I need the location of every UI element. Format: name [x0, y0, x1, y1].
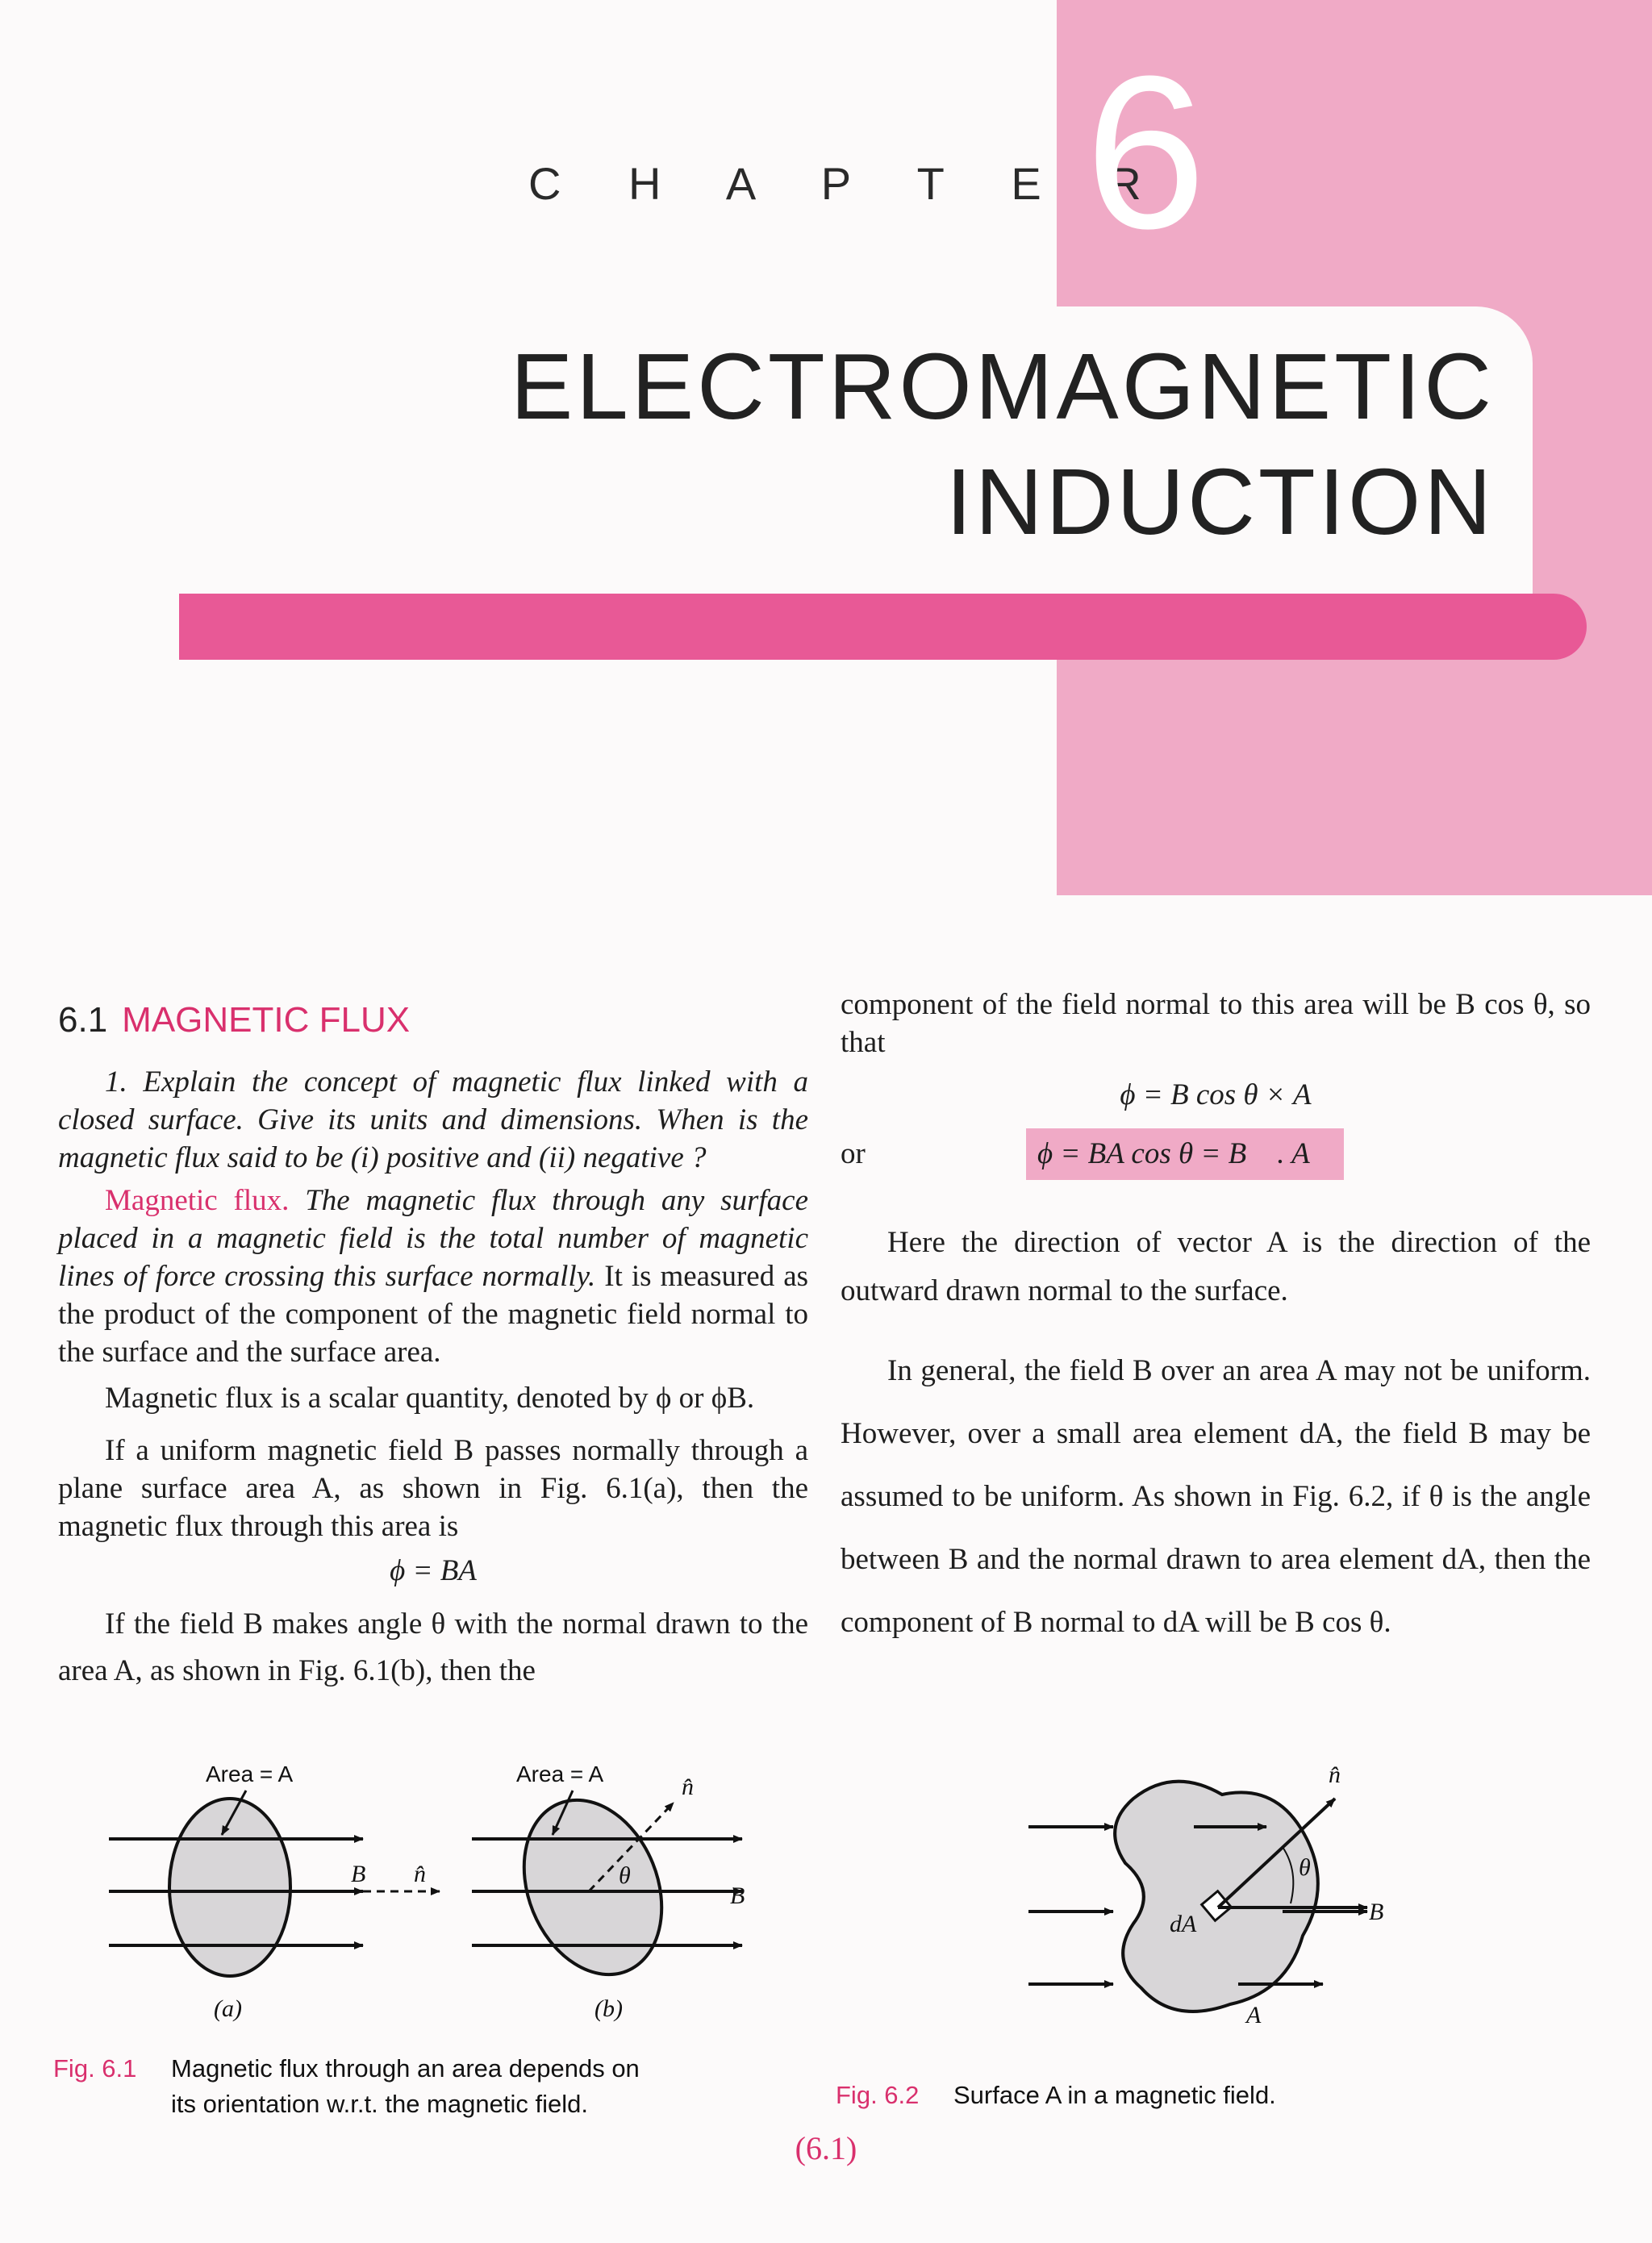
- direction-text: Here the direction of vector A is the direction of the outward drawn normal to the surface.: [841, 1226, 1591, 1307]
- definition-text: The magnetic flux through any surface placed in a magnetic field is the total number of magnetic lines of force crossing this surface normally.: [58, 1184, 809, 1293]
- theta-label-b: θ: [619, 1862, 631, 1889]
- fig-6-2-diagram: [1020, 1750, 1440, 2049]
- label-b: (b): [594, 1995, 623, 2022]
- fig-6-1-number: Fig. 6.1: [53, 2054, 137, 2082]
- or-label: or: [841, 1137, 866, 1170]
- b-label: B: [1369, 1899, 1384, 1925]
- b-label-a: B: [351, 1861, 366, 1887]
- definition-term: Magnetic flux.: [105, 1184, 290, 1217]
- equation-3-row: [841, 1124, 1591, 1183]
- chapter-label: C H A P T E R: [528, 158, 1169, 209]
- fig-6-1-caption-line2: its orientation w.r.t. the magnetic field.: [171, 2090, 588, 2118]
- fig-6-1-caption-line1: Magnetic flux through an area depends on: [171, 2054, 640, 2082]
- question-1: 1. Explain the concept of magnetic flux linked with a closed surface. Give its units and dimensions. When is the magnetic flux said to be (i) positive and (ii) negative ?: [58, 1065, 808, 1174]
- header-divider-bar: [179, 594, 1587, 660]
- section-name: MAGNETIC FLUX: [122, 1000, 411, 1040]
- page-number: (6.1): [795, 2130, 857, 2166]
- section-number: 6.1: [58, 1000, 108, 1040]
- equation-3: ϕ = BA cos θ = B⃗ . A⃗: [1026, 1128, 1344, 1180]
- n-label: n̂: [1329, 1761, 1341, 1788]
- theta-label: θ: [1299, 1854, 1311, 1881]
- da-label: dA: [1170, 1911, 1197, 1937]
- right-column: [841, 986, 1591, 1654]
- general-text: In general, the field B over an area A may not be uniform. However, over a small area element dA, the field B may be assumed to be uniform. As shown in Fig. 6.2, if θ is the angle between B and the normal drawn to area element dA, then the component of B normal to dA will be B cos θ.: [841, 1354, 1591, 1639]
- fig-6-2-number: Fig. 6.2: [836, 2081, 920, 2109]
- uniform-field-text: If a uniform magnetic field B passes normally through a plane surface area A, as shown in Fig. 6.1(a), then the magnetic flux through this area is: [58, 1434, 808, 1543]
- fig-6-1-diagram: [101, 1754, 778, 2028]
- fig-6-1a: [109, 1761, 440, 2022]
- area-label-a: Area = A: [206, 1761, 294, 1786]
- continuation-text: component of the field normal to this area will be B cos θ, so that: [841, 988, 1591, 1059]
- b-label-b: B: [730, 1882, 745, 1909]
- n-label-a: n̂: [414, 1861, 426, 1887]
- chapter-title-line1: ELECTROMAGNETIC: [510, 334, 1495, 439]
- label-a: (a): [214, 1995, 242, 2022]
- definition-rest: It is measured as the product of the component of the magnetic field normal to the surface and the surface area.: [58, 1260, 809, 1369]
- n-label-b: n̂: [682, 1774, 694, 1800]
- fig-6-1-caption: [53, 2053, 779, 2125]
- equation-2: ϕ = B cos θ × A: [1120, 1078, 1312, 1111]
- chapter-number: 6: [1085, 31, 1207, 274]
- scalar-statement: Magnetic flux is a scalar quantity, denoted by ϕ or ϕB.: [105, 1382, 755, 1415]
- flux-definition: [58, 1182, 808, 1371]
- angle-text: If the field B makes angle θ with the normal drawn to the area A, as shown in Fig. 6.1(b), then the: [58, 1607, 808, 1687]
- equation-1: ϕ = BA: [390, 1554, 477, 1587]
- chapter-title-line2: INDUCTION: [945, 449, 1495, 554]
- area-ellipse-a: [169, 1799, 290, 1976]
- fig-6-2-caption-text: Surface A in a magnetic field.: [953, 2081, 1276, 2109]
- fig-6-2-caption: [836, 2079, 1562, 2115]
- left-column: [58, 1063, 808, 1695]
- a-label: A: [1246, 2002, 1262, 2028]
- fig-6-1b: [472, 1761, 745, 2022]
- area-label-b: Area = A: [516, 1761, 604, 1786]
- section-heading: [58, 1000, 410, 1040]
